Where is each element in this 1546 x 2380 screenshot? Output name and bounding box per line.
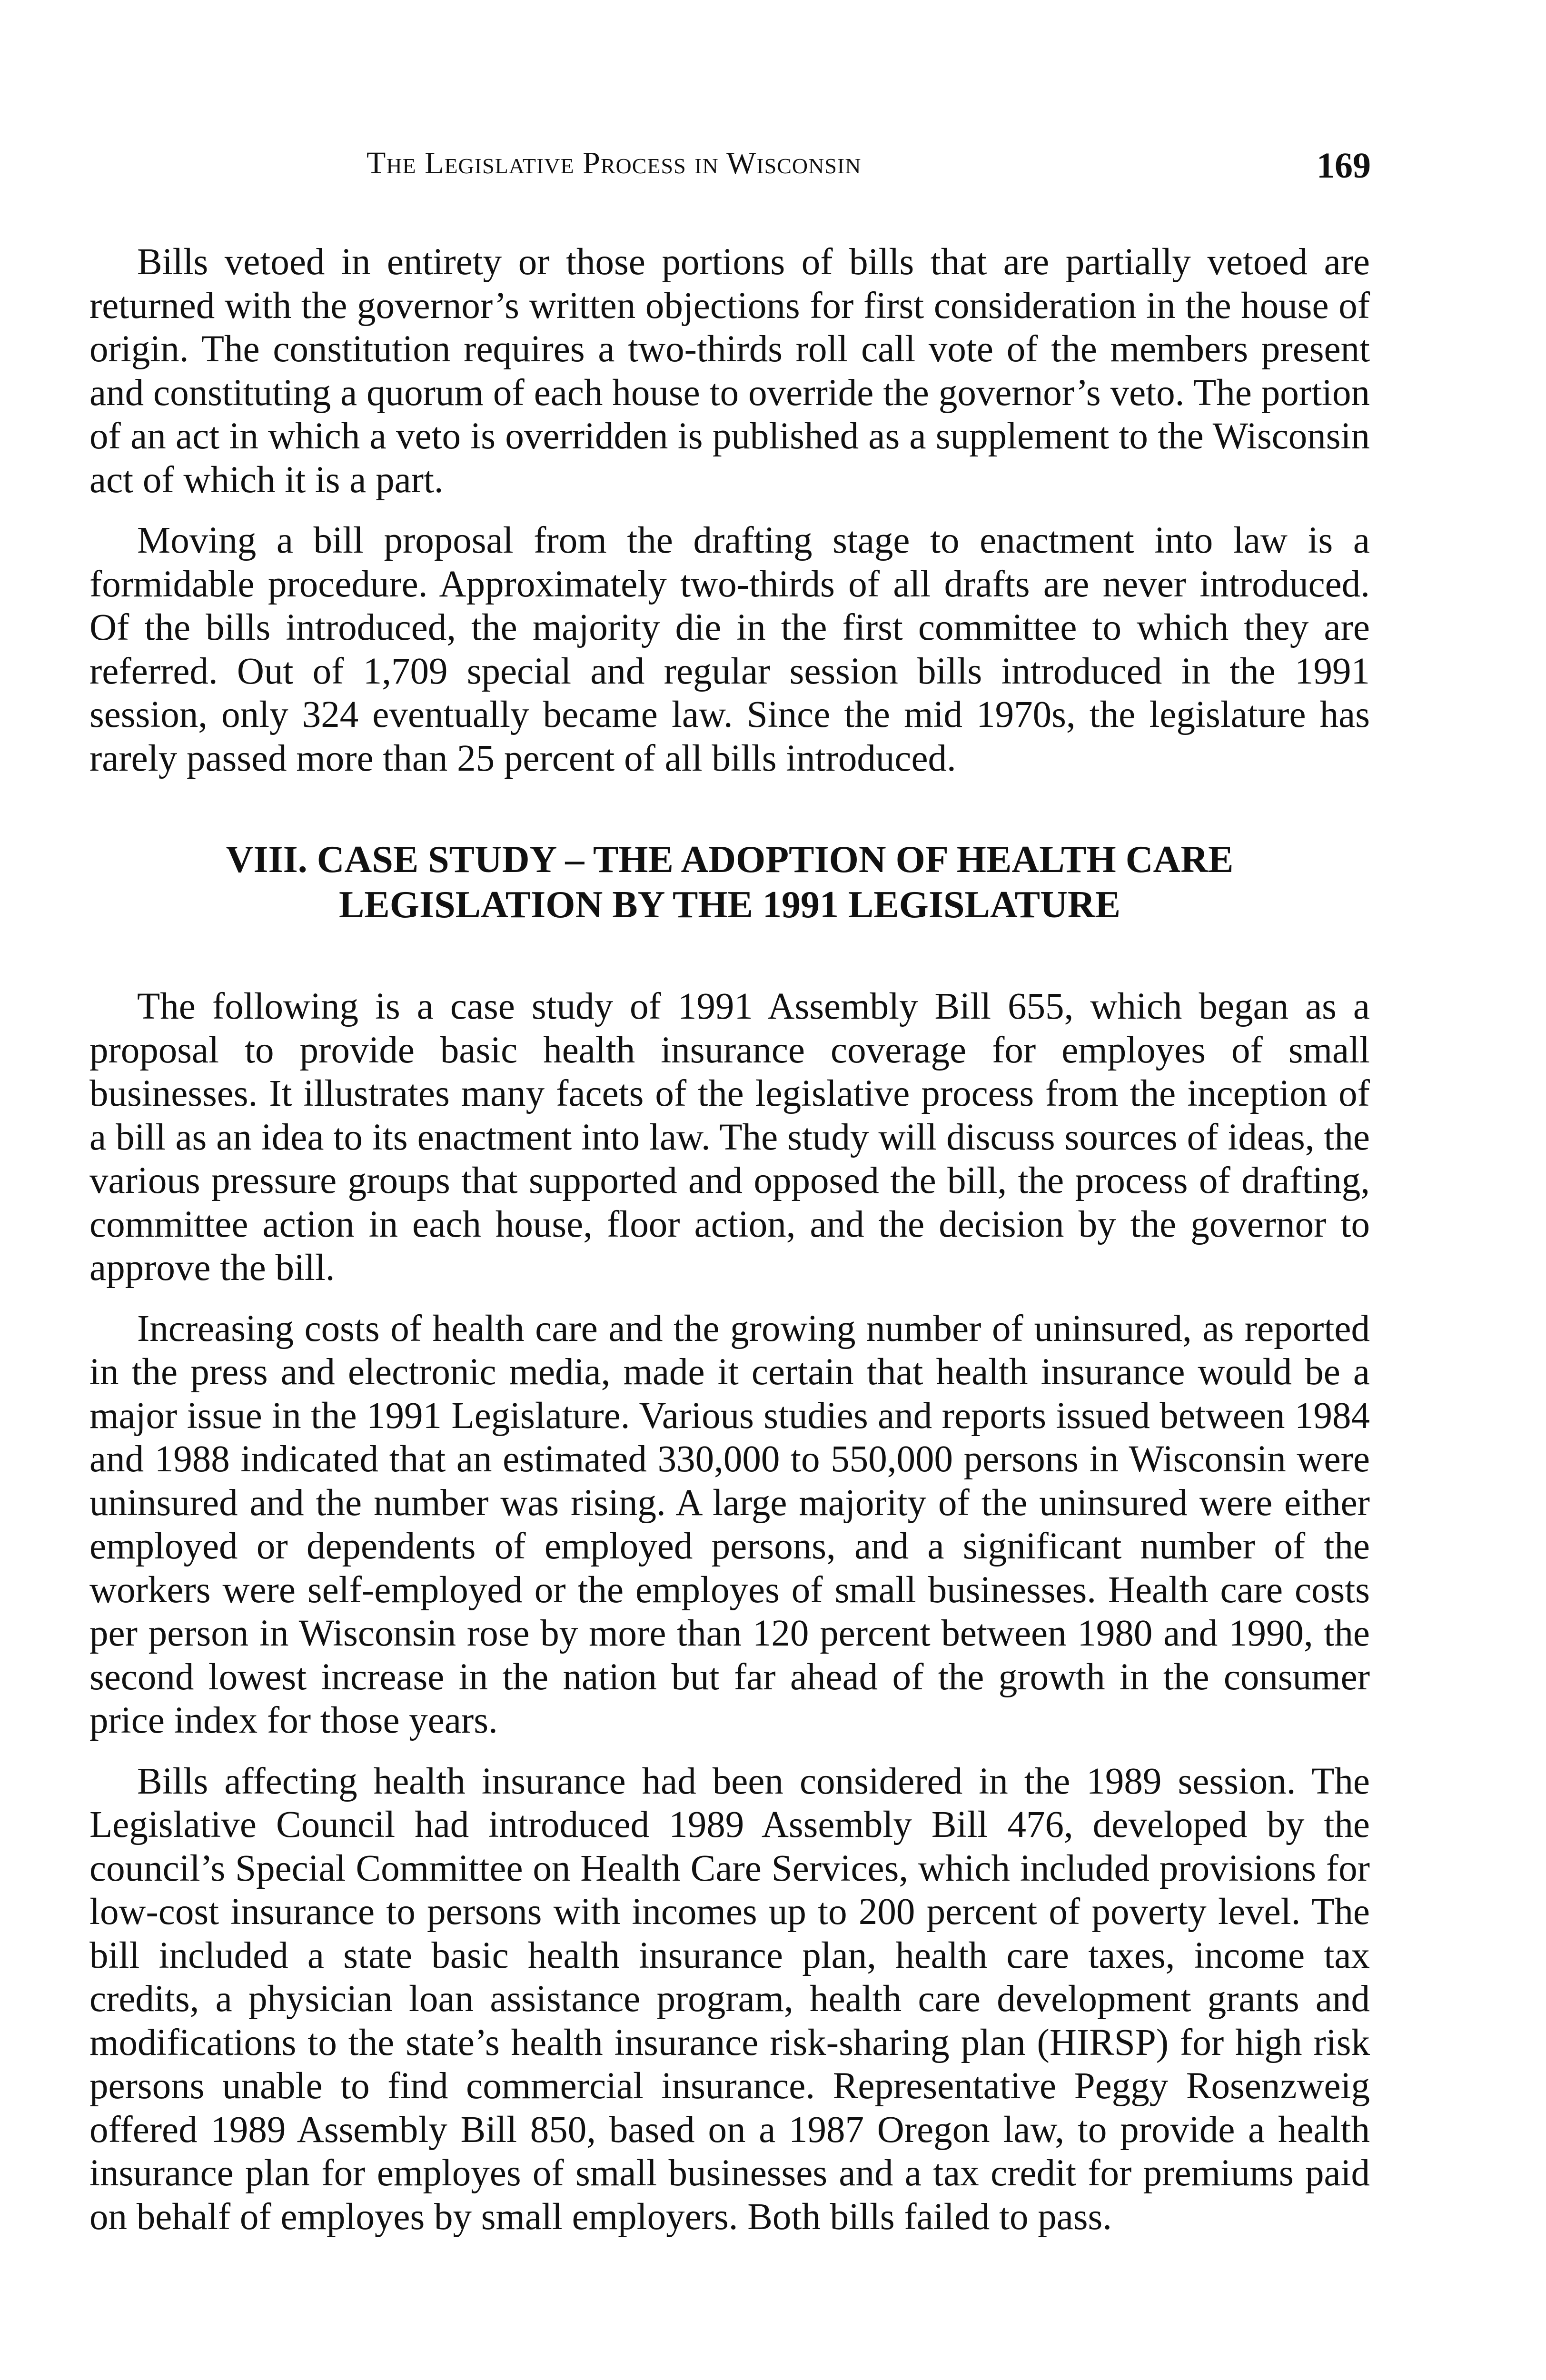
page-number: 169 xyxy=(1317,146,1371,186)
section-heading-line-2: LEGISLATION BY THE 1991 LEGISLATURE xyxy=(339,884,1120,926)
body-text xyxy=(89,240,1370,2256)
running-title: The Legislative Process in Wisconsin xyxy=(367,146,862,180)
paragraph-1989-bills: Bills affecting health insurance had been considered in the 1989 session. The Legislative Council had introduced 1989 Assembly Bill 476, developed by the council’s Special Committee on Health Care Services, which included provisions for low-cost insurance to persons with incomes up to 200 percent of poverty level. The bill included a state basic health insurance plan, health care taxes, income tax credits, a physician loan assistance program, health care development grants and modifications to the state’s health insurance risk-sharing plan (HIRSP) for high risk persons unable to find commercial insurance. Representative Peggy Rosenzweig offered 1989 Assembly Bill 850, based on a 1987 Oregon law, to provide a health insurance plan for employes of small businesses and a tax credit for premiums paid on behalf of employes by small employers. Both bills failed to pass. xyxy=(89,1760,1370,2238)
section-heading-line-1: VIII. CASE STUDY – THE ADOPTION OF HEALTH CARE xyxy=(226,839,1234,881)
paragraph-health-care-costs: Increasing costs of health care and the growing number of uninsured, as reported in the press and electronic media, made it certain that health insurance would be a major issue in the 1991 Legislature. Various studies and reports issued between 1984 and 1988 indicated that an estimated 330,000 to 550,000 persons in Wisconsin were uninsured and the number was rising. A large majority of the uninsured were either employed or dependents of employed persons, and a significant number of the workers were self-employed or the employes of small businesses. Health care costs per person in Wisconsin rose by more than 120 percent between 1980 and 1990, the second lowest increase in the nation but far ahead of the growth in the consumer price index for those years. xyxy=(89,1308,1370,1741)
running-head xyxy=(367,145,1371,198)
section-heading xyxy=(89,837,1370,928)
paragraph-veto-override: Bills vetoed in entirety or those portions of bills that are partially vetoed are returned with the governor’s written objections for first consideration in the house of origin. The constitution requires a two-thirds roll call vote of the members present and constituting a quorum of each house to override the governor’s veto. The portion of an act in which a veto is overridden is published as a supplement to the Wisconsin act of which it is a part. xyxy=(89,241,1370,501)
paragraph-case-study-intro: The following is a case study of 1991 Assembly Bill 655, which began as a proposal to provide basic health insurance coverage for employes of small businesses. It illustrates many facets of the legislative process from the inception of a bill as an idea to its enactment into law. The study will discuss sources of ideas, the various pressure groups that supported and opposed the bill, the process of drafting, committee action in each house, floor action, and the decision by the governor to approve the bill. xyxy=(89,986,1370,1289)
paragraph-bill-passage-rates: Moving a bill proposal from the drafting stage to enactment into law is a formidable procedure. Approximately two-thirds of all drafts are never introduced. Of the bills introduced, the majority die in the first committee to which they are referred. Out of 1,709 special and regular session bills introduced in the 1991 session, only 324 eventually became law. Since the mid 1970s, the legislature has rarely passed more than 25 percent of all bills introduced. xyxy=(89,520,1370,779)
